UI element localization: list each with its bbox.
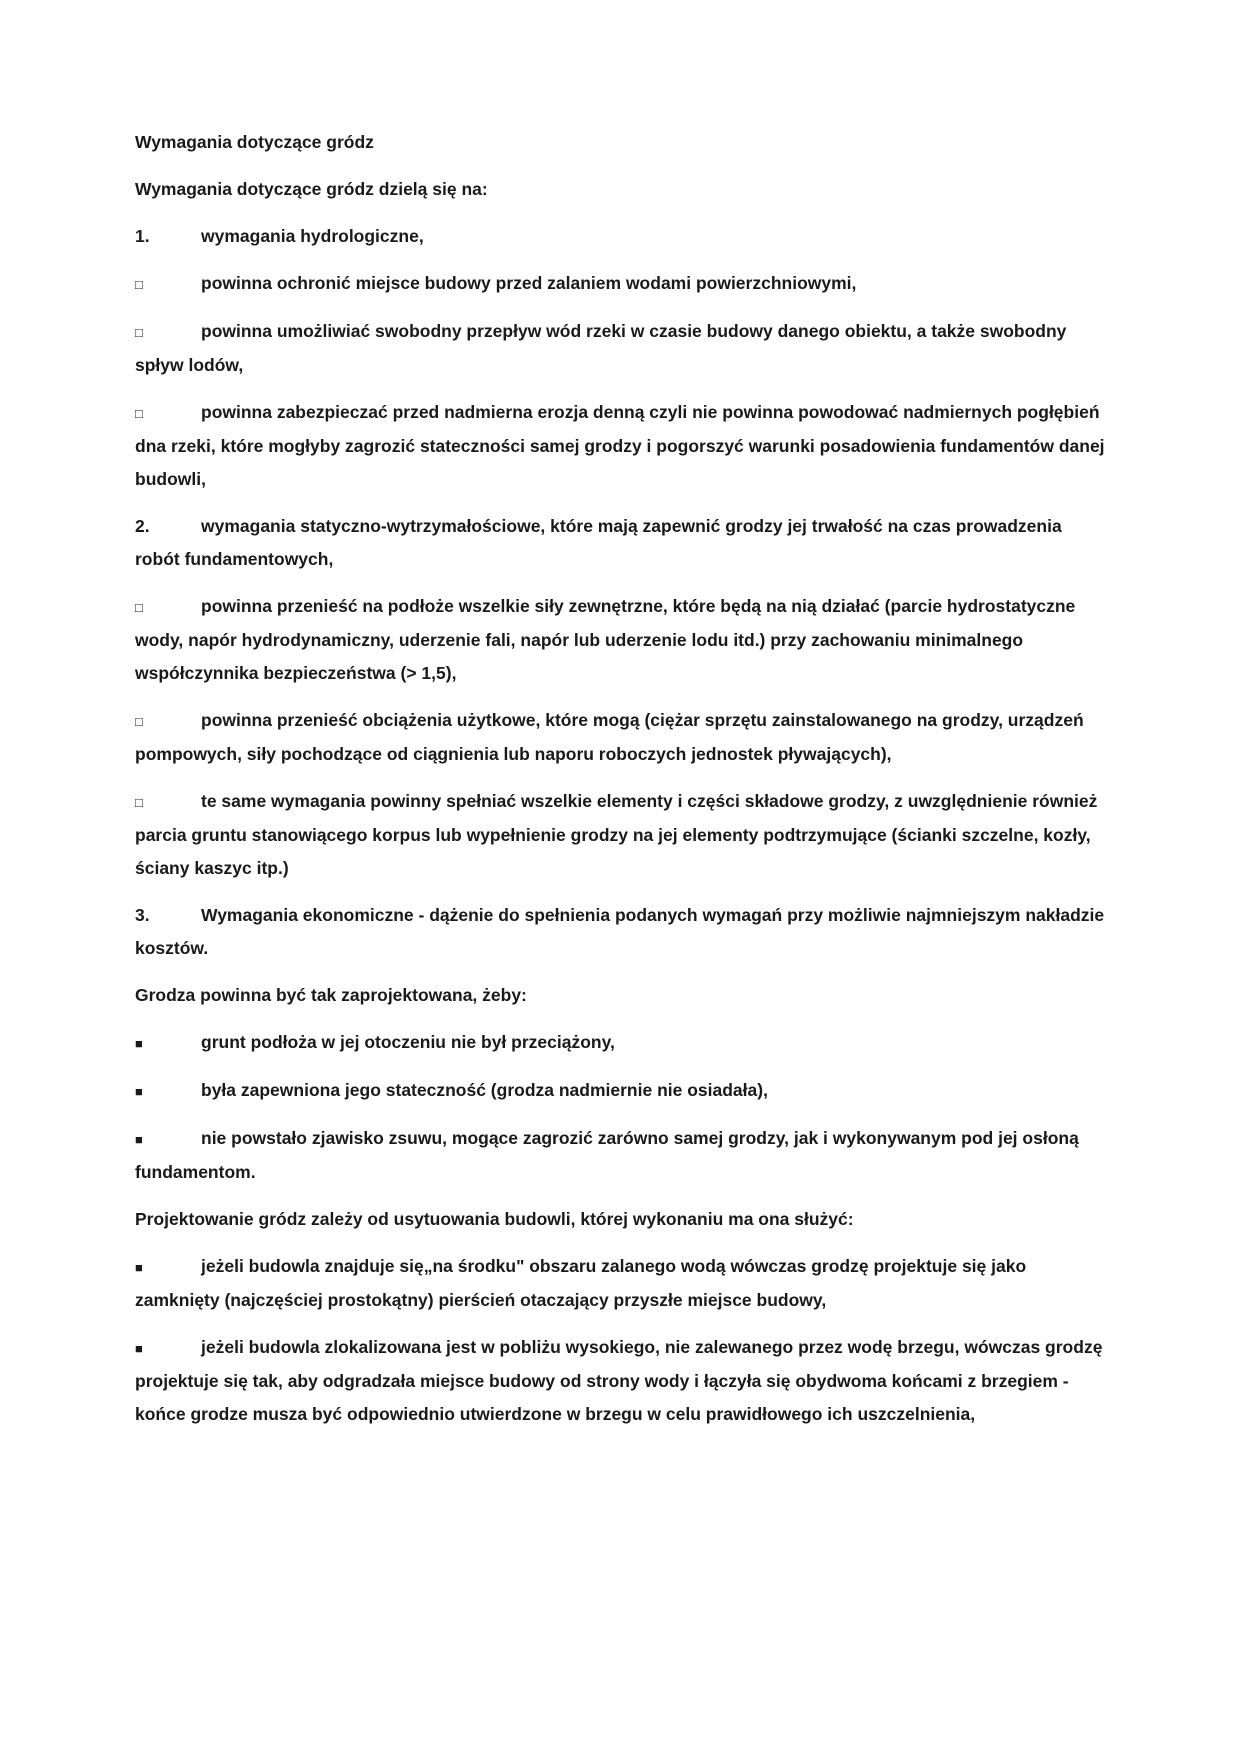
filled-square-bullet-icon: ■ bbox=[135, 1036, 143, 1051]
numbered-item bbox=[135, 220, 1110, 253]
bullet-item bbox=[135, 1331, 1110, 1431]
filled-square-bullet-icon: ■ bbox=[135, 1084, 143, 1099]
bullet-item bbox=[135, 785, 1110, 885]
paragraph-text: Wymagania dotyczące gródz dzielą się na: bbox=[135, 179, 488, 199]
bullet-item bbox=[135, 1074, 1110, 1108]
filled-square-bullet-icon: ■ bbox=[135, 1341, 143, 1356]
numbered-item bbox=[135, 510, 1110, 576]
square-bullet-icon: □ bbox=[135, 325, 143, 340]
filled-square-bullet-icon: ■ bbox=[135, 1260, 143, 1275]
square-bullet-icon: □ bbox=[135, 600, 143, 615]
paragraph-text: Wymagania ekonomiczne - dążenie do spełnienia podanych wymagań przy możliwie najmniejszym nakładzie kosztów. bbox=[135, 905, 1105, 958]
bullet-item bbox=[135, 315, 1110, 382]
paragraph-text: wymagania hydrologiczne, bbox=[201, 226, 424, 246]
paragraph-text: powinna przenieść obciążenia użytkowe, które mogą (ciężar sprzętu zainstalowanego na grodzy, urządzeń pompowych, siły pochodzące od ciągnienia lub naporu roboczych jednostek pływających), bbox=[135, 710, 1084, 764]
paragraph-text: Projektowanie gródz zależy od usytuowania budowli, której wykonaniu ma ona służyć: bbox=[135, 1209, 854, 1229]
square-bullet-icon: □ bbox=[135, 406, 143, 421]
square-bullet-icon: □ bbox=[135, 277, 143, 292]
paragraph-text: grunt podłoża w jej otoczeniu nie był przeciążony, bbox=[201, 1032, 615, 1052]
paragraph-text: powinna zabezpieczać przed nadmierna erozja denną czyli nie powinna powodować nadmiernych pogłębień dna rzeki, które mogłyby zagrozić stateczności samej grodzy i pogorszyć warunki posadowienia fundamentów danej budowli, bbox=[135, 402, 1105, 489]
paragraph-text: powinna umożliwiać swobodny przepływ wód rzeki w czasie budowy danego obiektu, a także swobodny spływ lodów, bbox=[135, 321, 1067, 375]
bullet-item bbox=[135, 1250, 1110, 1317]
bullet-item bbox=[135, 590, 1110, 690]
paragraph-text: wymagania statyczno-wytrzymałościowe, które mają zapewnić grodzy jej trwałość na czas prowadzenia robót fundamentowych, bbox=[135, 516, 1062, 569]
bullet-item bbox=[135, 267, 1110, 301]
bullet-item bbox=[135, 704, 1110, 771]
number-marker: 3. bbox=[135, 905, 150, 925]
paragraph-text: powinna przenieść na podłoże wszelkie siły zewnętrzne, które będą na nią działać (parcie hydrostatyczne wody, napór hydrodynamiczny, uderzenie fali, napór lub uderzenie lodu itd.) przy zachowaniu minimalnego współczynnika bezpieczeństwa (> 1,5), bbox=[135, 596, 1076, 683]
paragraph-text: nie powstało zjawisko zsuwu, mogące zagrozić zarówno samej grodzy, jak i wykonywanym pod jej osłoną fundamentom. bbox=[135, 1128, 1079, 1182]
paragraph-text: była zapewniona jego stateczność (grodza nadmiernie nie osiadała), bbox=[201, 1080, 768, 1100]
paragraph-text: powinna ochronić miejsce budowy przed zalaniem wodami powierzchniowymi, bbox=[201, 273, 857, 293]
number-marker: 1. bbox=[135, 226, 150, 246]
bullet-item bbox=[135, 1122, 1110, 1189]
intro-paragraph bbox=[135, 1203, 1110, 1236]
bullet-item bbox=[135, 396, 1110, 496]
document-title bbox=[135, 126, 1110, 159]
intro-paragraph bbox=[135, 173, 1110, 206]
paragraph-text: Grodza powinna być tak zaprojektowana, żeby: bbox=[135, 985, 527, 1005]
number-marker: 2. bbox=[135, 516, 150, 536]
filled-square-bullet-icon: ■ bbox=[135, 1132, 143, 1147]
paragraph-text: te same wymagania powinny spełniać wszelkie elementy i części składowe grodzy, z uwzględnienie również parcia gruntu stanowiącego korpus lub wypełnienie grodzy na jej elementy podtrzymujące (ścianki szczelne, kozły, ściany kaszyc itp.) bbox=[135, 791, 1098, 878]
intro-paragraph bbox=[135, 979, 1110, 1012]
paragraph-text: jeżeli budowla zlokalizowana jest w pobliżu wysokiego, nie zalewanego przez wodę brzegu, wówczas grodzę projektuje się tak, aby odgradzała miejsce budowy od strony wody i łączyła się obydwoma końcami z brzegiem - końce grodze musza być odpowiednio utwierdzone w brzegu w celu prawidłowego ich uszczelnienia, bbox=[135, 1337, 1103, 1424]
square-bullet-icon: □ bbox=[135, 795, 143, 810]
square-bullet-icon: □ bbox=[135, 714, 143, 729]
paragraph-text: jeżeli budowla znajduje się„na środku" obszaru zalanego wodą wówczas grodzę projektuje się jako zamknięty (najczęściej prostokątny) pierścień otaczający przyszłe miejsce budowy, bbox=[135, 1256, 1027, 1310]
paragraph-text: Wymagania dotyczące gródz bbox=[135, 132, 374, 152]
bullet-item bbox=[135, 1026, 1110, 1060]
numbered-item bbox=[135, 899, 1110, 965]
